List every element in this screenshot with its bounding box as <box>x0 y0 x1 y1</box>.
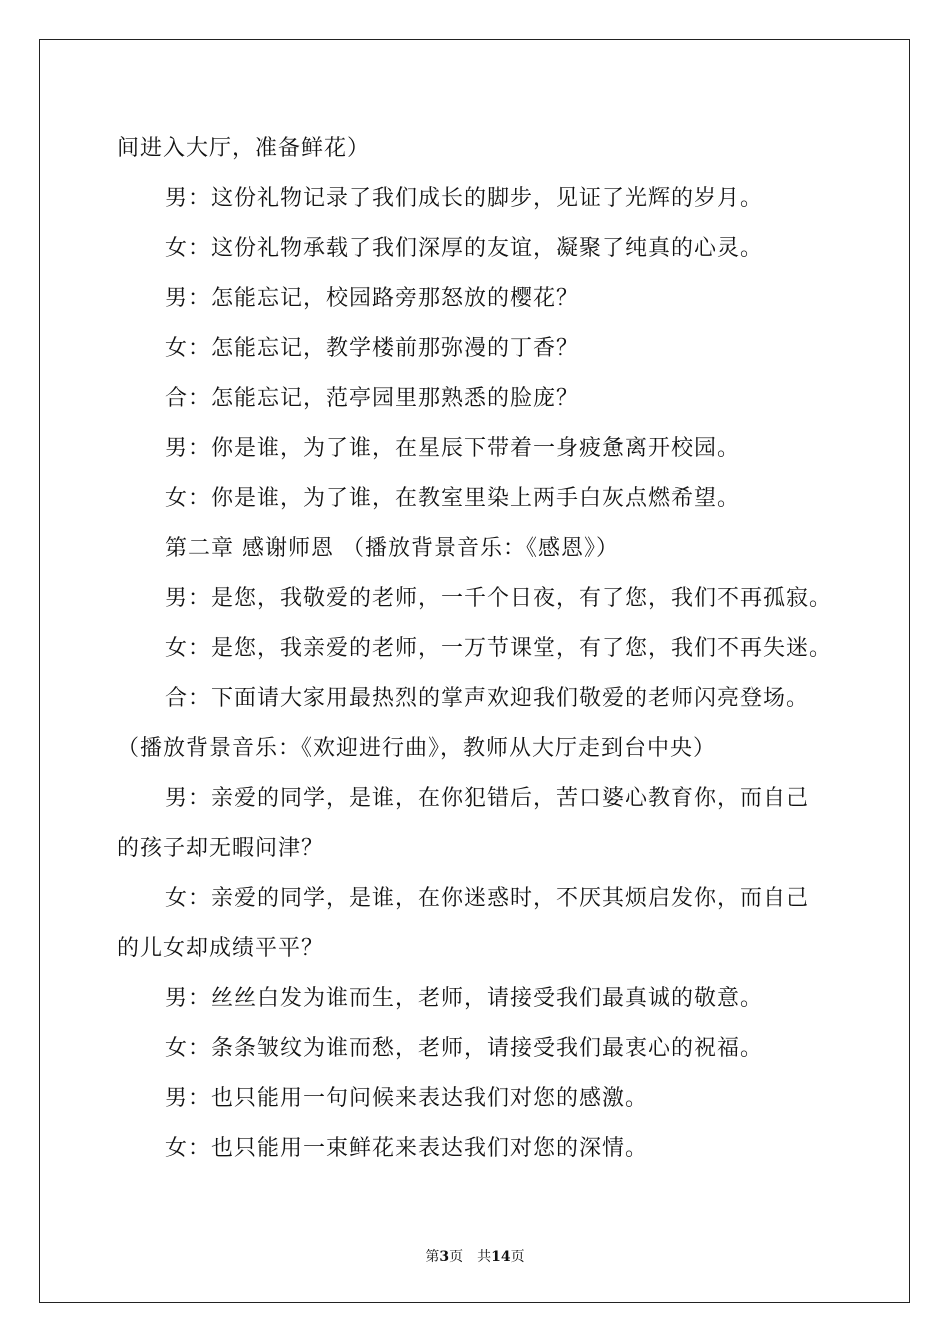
text-line: 女：也只能用一束鲜花来表达我们对您的深情。 <box>165 1136 649 1161</box>
text-line: 的孩子却无暇问津？ <box>117 836 325 861</box>
text-line: （播放背景音乐：《欢迎进行曲》，教师从大厅走到台中央） <box>117 736 717 761</box>
text-line: 男：丝丝白发为谁而生，老师，请接受我们最真诚的敬意。 <box>165 986 764 1011</box>
text-line: 女：你是谁，为了谁，在教室里染上两手白灰点燃希望。 <box>165 486 741 511</box>
text-line: 间进入大厅，准备鲜花） <box>117 136 371 161</box>
text-line: 男：你是谁，为了谁，在星辰下带着一身疲惫离开校园。 <box>165 436 741 461</box>
footer-page-number: 3 <box>439 1249 450 1265</box>
page-footer <box>0 1247 950 1267</box>
text-line: 合：怎能忘记，范亭园里那熟悉的脸庞？ <box>165 386 580 411</box>
footer-total-pages: 14 <box>491 1249 511 1265</box>
text-line: 男：怎能忘记，校园路旁那怒放的樱花？ <box>165 286 580 311</box>
text-line: 合：下面请大家用最热烈的掌声欢迎我们敬爱的老师闪亮登场。 <box>165 686 810 711</box>
text-line: 女：怎能忘记，教学楼前那弥漫的丁香？ <box>165 336 580 361</box>
text-line: 男：这份礼物记录了我们成长的脚步，见证了光辉的岁月。 <box>165 186 764 211</box>
text-line: 男：是您，我敬爱的老师，一千个日夜，有了您，我们不再孤寂。 <box>165 586 833 611</box>
footer-total-suffix: 页 <box>510 1249 525 1265</box>
footer-total-prefix: 共 <box>477 1249 492 1265</box>
text-line: 女：是您，我亲爱的老师，一万节课堂，有了您，我们不再失迷。 <box>165 636 833 661</box>
document-body <box>117 124 857 1174</box>
chapter-heading: 第二章 感谢师恩 （播放背景音乐：《感恩》） <box>165 536 619 561</box>
text-line: 女：条条皱纹为谁而愁，老师，请接受我们最衷心的祝福。 <box>165 1036 764 1061</box>
footer-page-prefix: 第 <box>425 1249 440 1265</box>
footer-page-suffix: 页 <box>449 1249 464 1265</box>
text-line: 女：亲爱的同学，是谁，在你迷惑时，不厌其烦启发你，而自己 <box>165 886 810 911</box>
text-line: 女：这份礼物承载了我们深厚的友谊，凝聚了纯真的心灵。 <box>165 236 764 261</box>
text-line: 的儿女却成绩平平？ <box>117 936 325 961</box>
text-line: 男：亲爱的同学，是谁，在你犯错后，苦口婆心教育你，而自己 <box>165 786 810 811</box>
text-line: 男：也只能用一句问候来表达我们对您的感激。 <box>165 1086 649 1111</box>
